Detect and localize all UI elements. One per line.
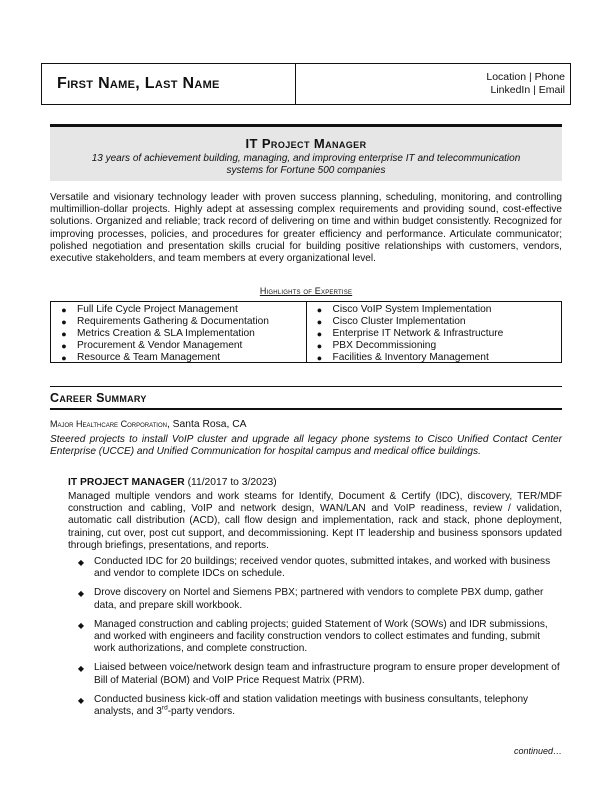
continued-note: continued… <box>513 746 562 756</box>
diamond-bullet-icon: ◆ <box>77 558 85 567</box>
contact-location-phone: Location | Phone <box>486 71 565 83</box>
achievement-item: ◆ Liaised between voice/network design team and infrastructure program to ensure proper development of Bill of Material (BOM) and VoIP Price Request Matrix (PRM). <box>68 662 562 686</box>
bullet-icon: ● <box>61 305 67 315</box>
company-location: , Santa Rosa, CA <box>166 419 247 430</box>
role-title: IT PROJECT MANAGER <box>68 477 185 488</box>
expertise-item: ● Cisco VoIP System Implementation <box>307 304 562 316</box>
bullet-icon: ● <box>61 341 67 351</box>
diamond-bullet-icon: ◆ <box>77 695 85 705</box>
role-line <box>68 477 562 488</box>
expertise-item: ● Metrics Creation & SLA Implementation <box>51 328 306 340</box>
expertise-item: ● Procurement & Vendor Management <box>51 340 306 352</box>
company-description: Steered projects to install VoIP cluster and upgrade all legacy phone systems to Cisco Unified Contact Center Enterprise (UCCE) and Unified Communication for hospital campus and medical office buildings. <box>50 434 562 458</box>
achievement-item: ◆ Conducted IDC for 20 buildings; received vendor quotes, submitted intakes, and worked with business and vendor to complete IDCs on schedule. <box>68 556 562 580</box>
job-tagline: 13 years of achievement building, managing, and improving enterprise IT and telecommunication systems for Fortune 500 companies <box>91 153 521 176</box>
expertise-item: ● Resource & Team Management <box>51 352 306 363</box>
bullet-icon: ● <box>316 305 323 315</box>
expertise-item: ● Cisco Cluster Implementation <box>307 316 562 328</box>
professional-summary: Versatile and visionary technology leader with proven success planning, scheduling, monitoring, and controlling multimillion-dollar projects. Highly adept at assessing complex requirements and providing sound, cost-effective solutions. Organized and reliable; track record of delivering on time and within budget consistently. Recognized for improving processes, policies, and procedures for greater efficiency and performance. Articulate communicator; polished negotiation and presentation skills crucial for building positive relationships with customers, vendors, executive stakeholders, and team members at every organizational level. <box>50 192 562 265</box>
contact-linkedin-email: LinkedIn | Email <box>490 84 565 96</box>
expertise-box <box>50 301 562 363</box>
job-title: IT Project Manager <box>245 136 367 151</box>
bullet-icon: ● <box>316 329 323 339</box>
expertise-left-column <box>51 302 306 362</box>
bullet-icon: ● <box>316 317 323 327</box>
expertise-item: ● Enterprise IT Network & Infrastructure <box>307 328 562 340</box>
diamond-bullet-icon: ◆ <box>77 664 85 674</box>
expertise-item: ● Full Life Cycle Project Management <box>51 304 306 316</box>
bullet-icon: ● <box>61 329 67 339</box>
name-cell <box>42 64 296 104</box>
employer-line <box>50 419 562 430</box>
career-summary-heading: Career Summary <box>50 386 562 410</box>
expertise-right-column <box>306 302 562 362</box>
header-box <box>41 63 571 105</box>
expertise-item: ● Facilities & Inventory Management <box>307 352 562 363</box>
title-band <box>50 124 562 181</box>
role-description: Managed multiple vendors and work steams for Identify, Document & Certify (IDC), discovery, TER/MDF construction and cabling, VoIP and network design, WAN/LAN and VoIP readiness, review / validation, automatic call distribution (ACD), call flow design and implementation, rack and stack, phone deployment, training, cut over, post cut support, and decommissioning. Kept IT leadership and business sponsors updated through briefings, presentations, and reports. <box>68 491 562 551</box>
bullet-icon: ● <box>61 317 67 327</box>
expertise-item: ● Requirements Gathering & Documentation <box>51 316 306 328</box>
bullet-icon: ● <box>316 341 323 351</box>
expertise-heading: Highlights of Expertise <box>259 286 353 296</box>
candidate-name: First Name, Last Name <box>57 75 220 92</box>
achievement-list <box>68 556 562 725</box>
company-name: Major Healthcare Corporation <box>50 419 167 429</box>
role-dates: (11/2017 to 3/2023) <box>184 477 277 488</box>
bullet-icon: ● <box>316 353 323 363</box>
diamond-bullet-icon: ◆ <box>77 620 85 630</box>
diamond-bullet-icon: ◆ <box>77 589 85 599</box>
expertise-item: ● PBX Decommissioning <box>307 340 562 352</box>
contact-cell <box>296 64 570 104</box>
achievement-item: ◆ Managed construction and cabling projects; guided Statement of Work (SOWs) and IDR submissions, and worked with engineers and facility construction vendors to collect estimates and funding, submit work authorizations, and complete construction. <box>68 619 562 656</box>
bullet-icon: ● <box>61 353 67 363</box>
achievement-item: ◆ Drove discovery on Nortel and Siemens PBX; partnered with vendors to complete PBX dump, gather data, and prepare skill workbook. <box>68 587 562 611</box>
achievement-item: ◆ Conducted business kick-off and station validation meetings with business consultants, telephony analysts, and 3rd-party vendors. <box>68 694 562 718</box>
